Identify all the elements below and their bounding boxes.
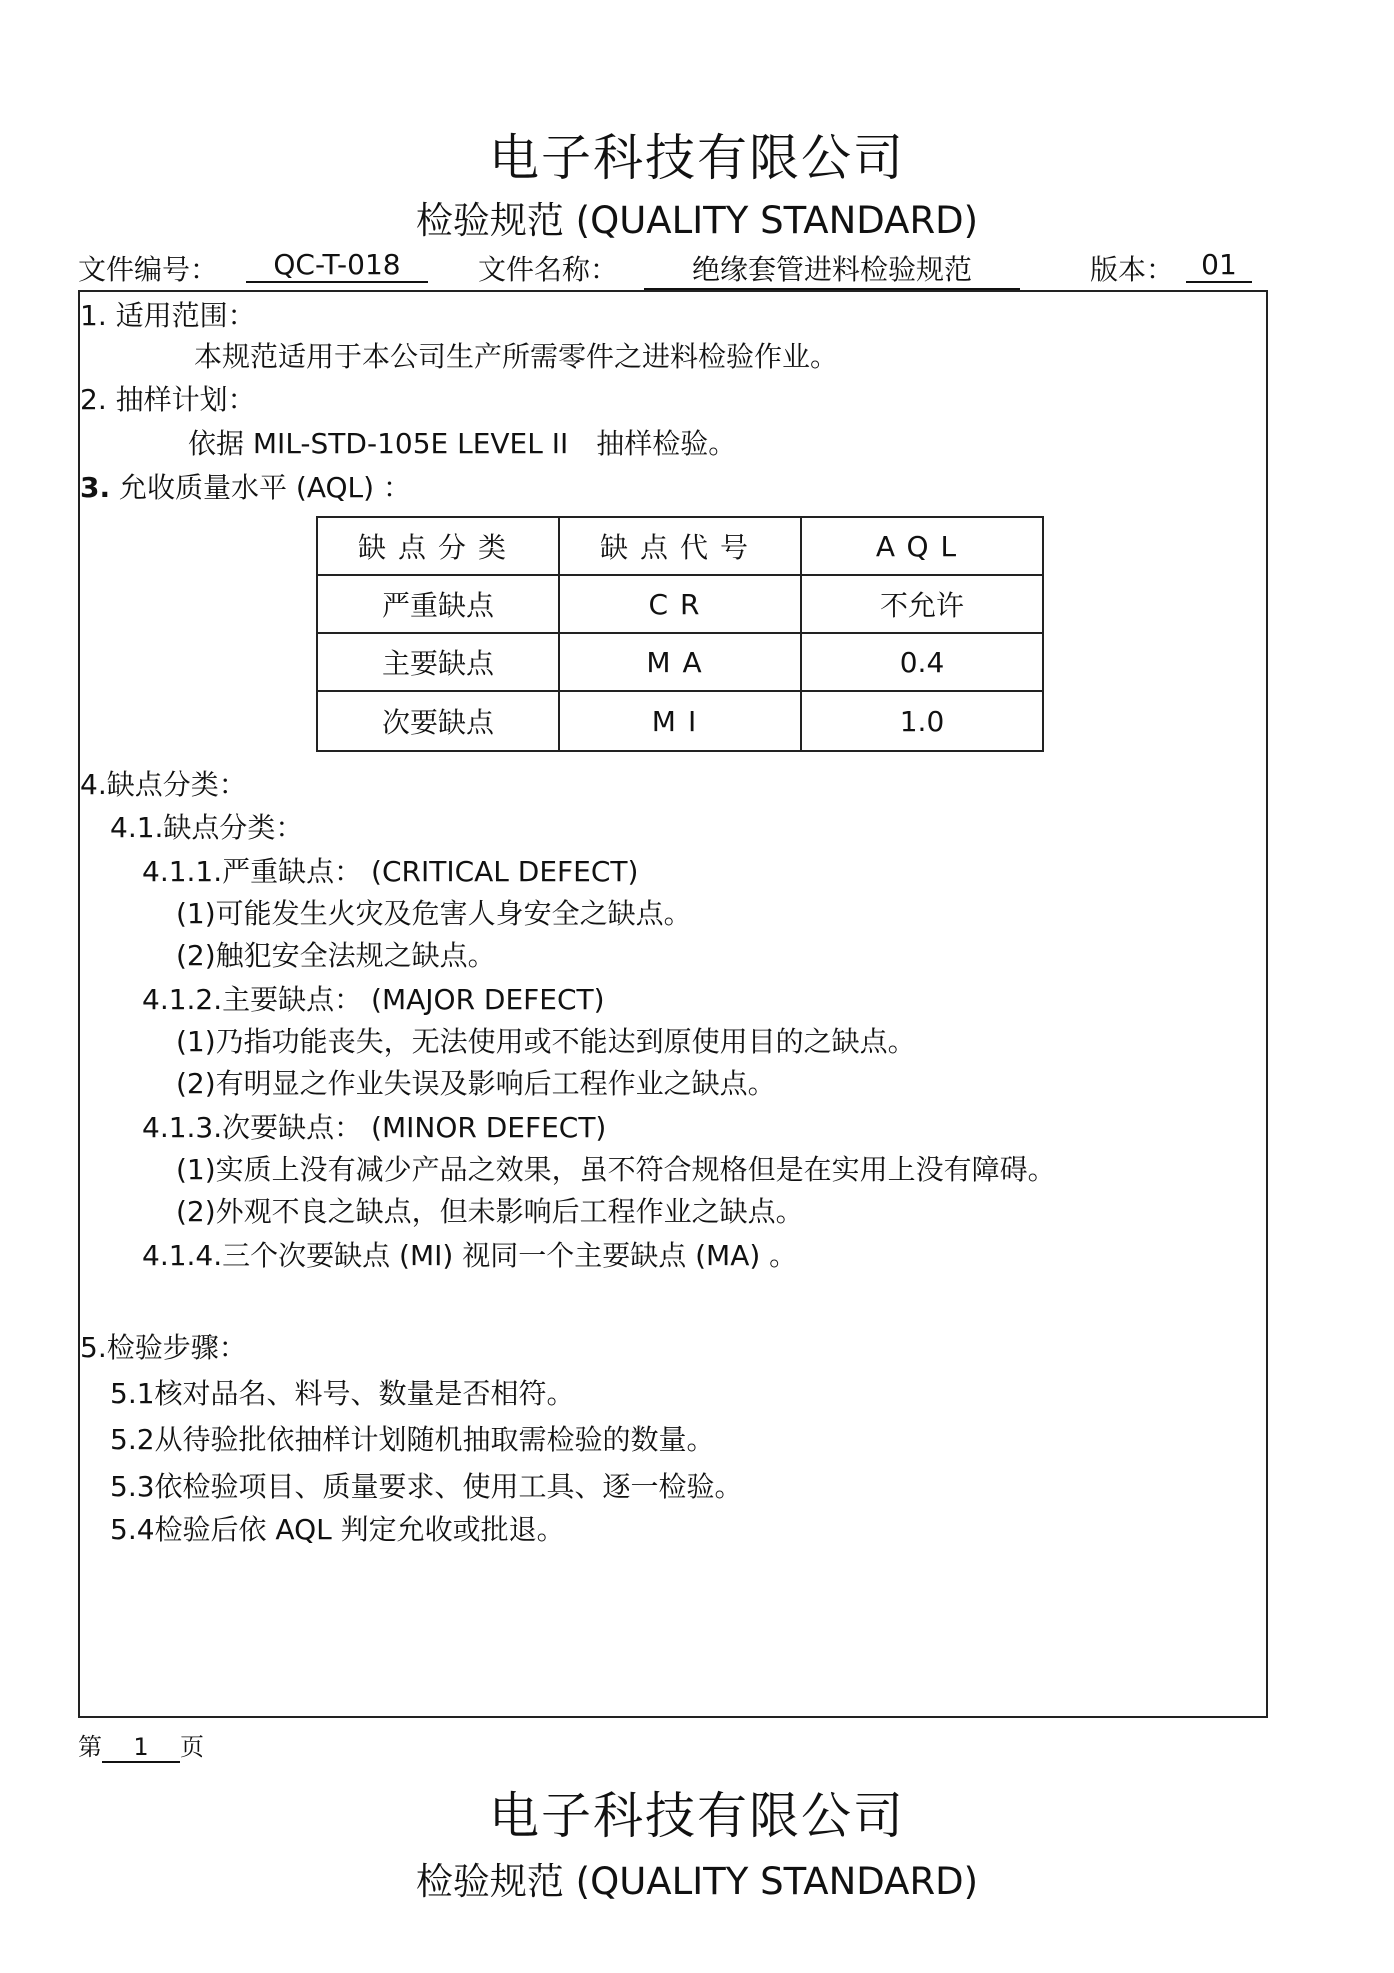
document-subtitle: 检验规范 (QUALITY STANDARD) bbox=[415, 199, 979, 242]
inspection-step: 5.4检验后依 AQL 判定允收或批退。 bbox=[110, 1513, 565, 1546]
section-1-title: 1. 适用范围： bbox=[80, 299, 256, 332]
minor-defect-item: (2)外观不良之缺点，但未影响后工程作业之缺点。 bbox=[176, 1195, 804, 1228]
critical-defect-item: (2)触犯安全法规之缺点。 bbox=[176, 939, 496, 972]
cell-aql: 不允许 bbox=[801, 575, 1043, 633]
company-name: 电子科技有限公司 bbox=[489, 129, 905, 187]
table-row bbox=[317, 575, 1043, 633]
page-number bbox=[78, 1727, 204, 1763]
section-5-title: 5.检验步骤： bbox=[80, 1331, 247, 1364]
aql-table bbox=[316, 516, 1044, 752]
page-number-value: 1 bbox=[102, 1733, 180, 1763]
page-suffix: 页 bbox=[180, 1733, 204, 1761]
inspection-step: 5.3依检验项目、质量要求、使用工具、逐一检验。 bbox=[110, 1470, 743, 1503]
header-defect-class: 缺点分类 bbox=[317, 517, 559, 575]
major-defect-item: (2)有明显之作业失误及影响后工程作业之缺点。 bbox=[176, 1067, 776, 1100]
major-defect-item: (1)乃指功能丧失，无法使用或不能达到原使用目的之缺点。 bbox=[176, 1025, 916, 1058]
cell-aql: 1.0 bbox=[801, 691, 1043, 751]
table-row bbox=[317, 691, 1043, 751]
header-defect-code: 缺点代号 bbox=[559, 517, 801, 575]
minor-defect-title: 4.1.3.次要缺点： (MINOR DEFECT) bbox=[142, 1111, 607, 1144]
section-3-title bbox=[80, 466, 411, 506]
inspection-step: 5.2从待验批依抽样计划随机抽取需检验的数量。 bbox=[110, 1423, 715, 1456]
cell-code: CR bbox=[559, 575, 801, 633]
cell-class: 次要缺点 bbox=[317, 691, 559, 751]
doc-name-value: 绝缘套管进料检验规范 bbox=[644, 248, 1020, 290]
equivalence-rule: 4.1.4.三个次要缺点 (MI) 视同一个主要缺点 (MA) 。 bbox=[142, 1239, 798, 1272]
document-subtitle-page-2: 检验规范 (QUALITY STANDARD) bbox=[415, 1860, 979, 1903]
section-1-body: 本规范适用于本公司生产所需零件之进料检验作业。 bbox=[194, 340, 839, 373]
header-aql: AQL bbox=[801, 517, 1043, 575]
cell-code: MI bbox=[559, 691, 801, 751]
cell-class: 主要缺点 bbox=[317, 633, 559, 691]
version-value: 01 bbox=[1186, 248, 1252, 283]
critical-defect-item: (1)可能发生火灾及危害人身安全之缺点。 bbox=[176, 897, 692, 930]
company-name-page-2: 电子科技有限公司 bbox=[489, 1787, 905, 1845]
section-4-1-title: 4.1.缺点分类： bbox=[110, 811, 304, 844]
section-2-body: 依据 MIL-STD-105E LEVEL II 抽样检验。 bbox=[188, 427, 737, 460]
minor-defect-item: (1)实质上没有减少产品之效果，虽不符合规格但是在实用上没有障碍。 bbox=[176, 1153, 1056, 1186]
doc-name-label: 文件名称： bbox=[478, 253, 619, 286]
page-prefix: 第 bbox=[78, 1733, 102, 1761]
doc-no-label: 文件编号： bbox=[78, 253, 219, 286]
cell-aql: 0.4 bbox=[801, 633, 1043, 691]
doc-no-value: QC-T-018 bbox=[246, 248, 428, 283]
section-4-title: 4.缺点分类： bbox=[80, 768, 247, 801]
cell-class: 严重缺点 bbox=[317, 575, 559, 633]
version-label: 版本： bbox=[1090, 253, 1175, 286]
section-3-number: 3. bbox=[80, 471, 111, 504]
cell-code: MA bbox=[559, 633, 801, 691]
section-2-title: 2. 抽样计划： bbox=[80, 383, 256, 416]
section-3-label: 允收质量水平 (AQL) ： bbox=[110, 471, 411, 504]
table-header-row bbox=[317, 517, 1043, 575]
inspection-step: 5.1核对品名、料号、数量是否相符。 bbox=[110, 1377, 575, 1410]
major-defect-title: 4.1.2.主要缺点： (MAJOR DEFECT) bbox=[142, 983, 605, 1016]
critical-defect-title: 4.1.1.严重缺点： (CRITICAL DEFECT) bbox=[142, 855, 639, 888]
table-row bbox=[317, 633, 1043, 691]
